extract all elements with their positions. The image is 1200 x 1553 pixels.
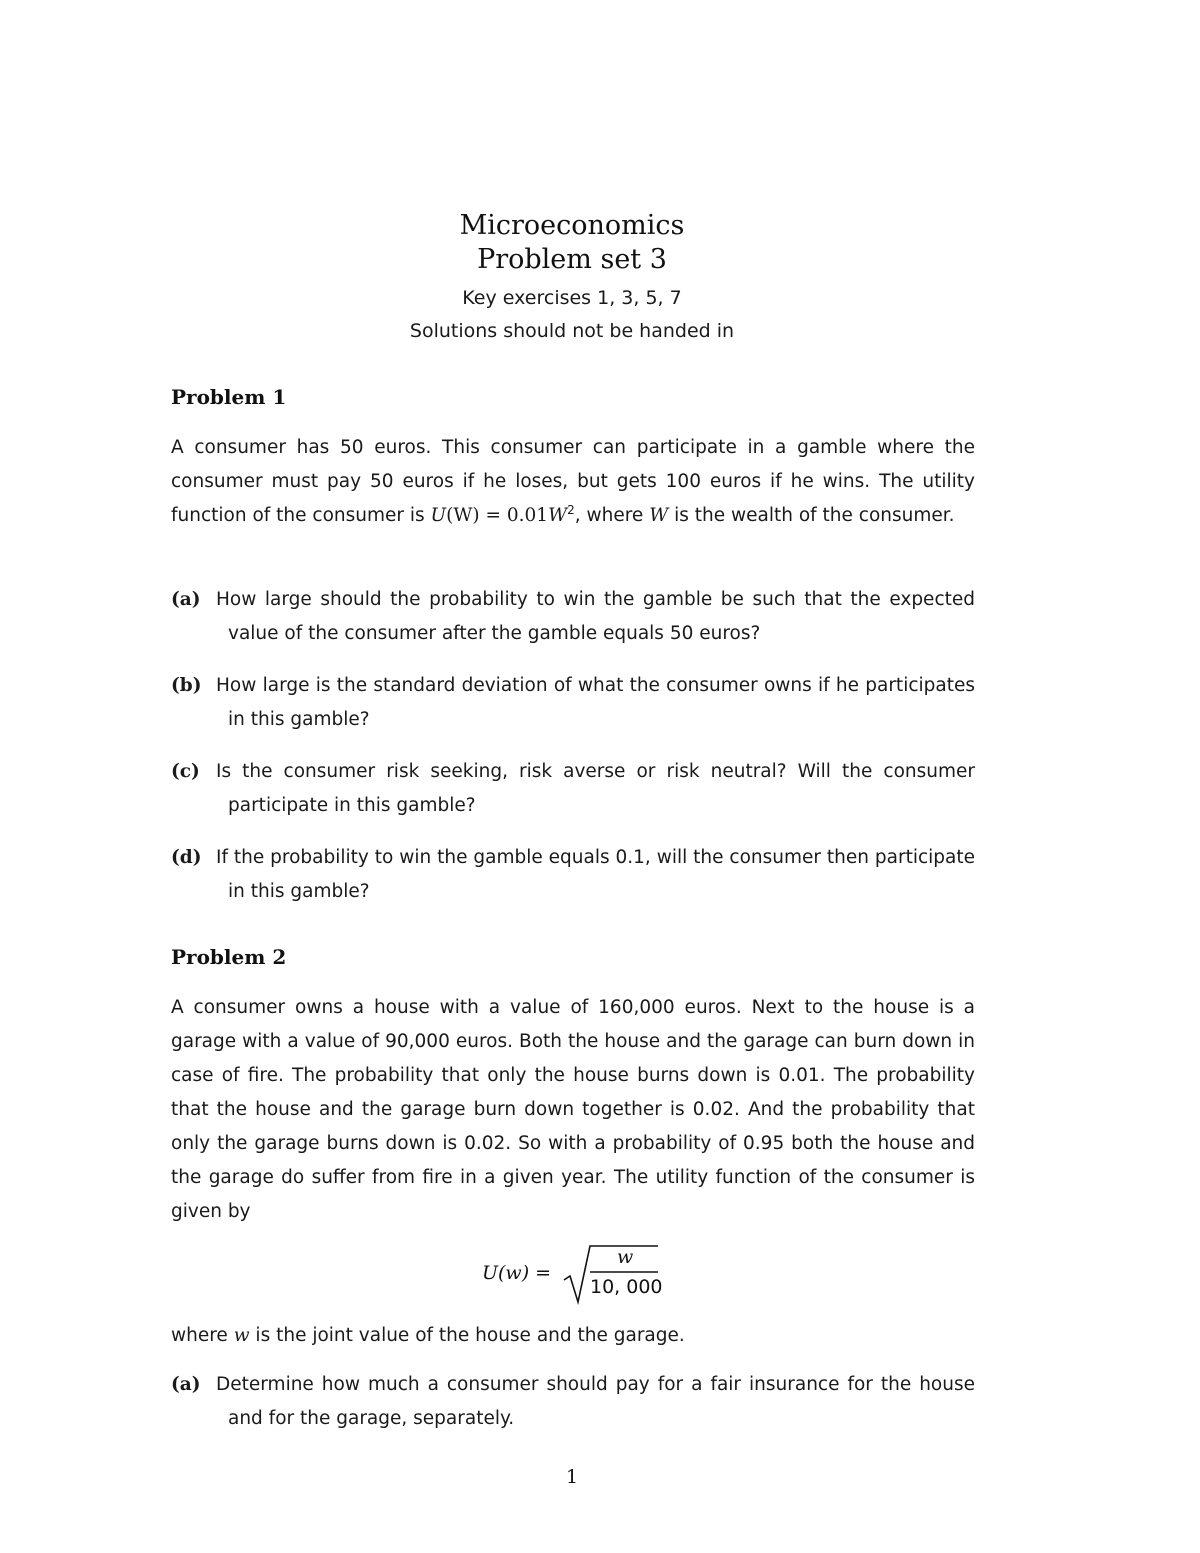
- problem2-question-a: (a) Determine how much a consumer should pay for a fair insurance for the house and for the garage, separately.: [171, 1374, 975, 1429]
- document-title: Microeconomics: [459, 210, 685, 241]
- formula-lhs: U(w) =: [482, 1262, 552, 1284]
- problem1-heading: Problem 1: [171, 385, 287, 409]
- problem2-heading: Problem 2: [171, 945, 287, 969]
- problem1-question-c: (c) Is the consumer risk seeking, risk averse or risk neutral? Will the consumer participate in this gamble?: [171, 761, 975, 816]
- hand-in-note: Solutions should not be handed in: [409, 320, 735, 342]
- key-exercises-note: Key exercises 1, 3, 5, 7: [462, 287, 682, 309]
- problem2-formula-note: where w is the joint value of the house and the garage.: [171, 1325, 685, 1346]
- problem2-intro: A consumer owns a house with a value of 160,000 euros. Next to the house is a garage with a value of 90,000 euros. Both the house and the garage can burn down in case of fire. The probability that only the house burns down is 0.01. The probability that the house and the garage burn down together is 0.02. And the probability that only the garage burns down is 0.02. So with a probability of 0.95 both the house and the garage do suffer from fire in a given year. The utility function of the consumer is given by: [171, 997, 975, 1222]
- problem1-intro: A consumer has 50 euros. This consumer can participate in a gamble where the consumer must pay 50 euros if he loses, but gets 100 euros if he wins. The utility function of the consumer is $U(W) = 0.01W^2$, where W is the wealth of the consumer.: [171, 437, 975, 526]
- page-number: 1: [565, 1466, 579, 1488]
- formula-numerator: w: [617, 1246, 634, 1268]
- problem-set-title: Problem set 3: [477, 244, 667, 275]
- formula-denominator: 10, 000: [590, 1276, 663, 1298]
- problem1-question-b: (b) How large is the standard deviation of what the consumer owns if he participates in this gamble?: [171, 675, 975, 730]
- problem1-question-d: (d) If the probability to win the gamble equals 0.1, will the consumer then participate in this gamble?: [171, 847, 975, 902]
- problem1-question-a: (a) How large should the probability to win the gamble be such that the expected value of the consumer after the gamble equals 50 euros?: [171, 589, 975, 644]
- utility-formula: [0, 1240, 1144, 1310]
